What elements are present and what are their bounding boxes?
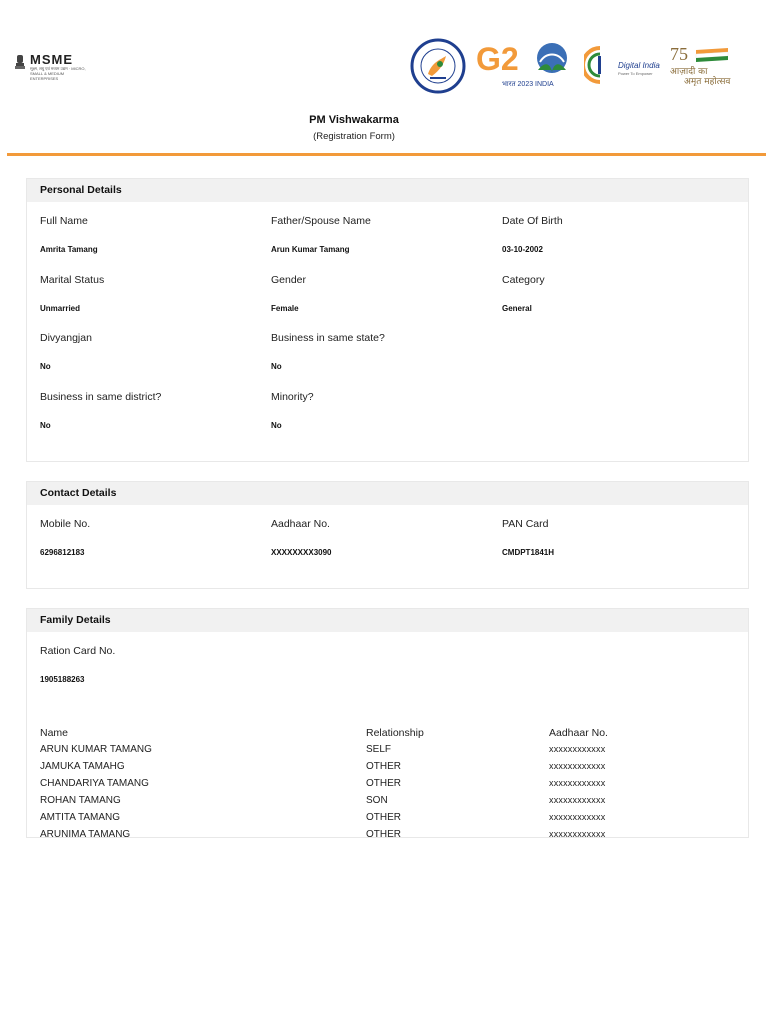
- azadi-amrit-mahotsav-logo-icon: [668, 42, 734, 86]
- member-aadhaar: xxxxxxxxxxxx: [549, 744, 606, 754]
- table-row: [40, 829, 740, 846]
- svg-text:75: 75: [670, 44, 688, 64]
- field-label: PAN Card: [502, 518, 549, 530]
- svg-text:आज़ादी का: आज़ादी का: [670, 67, 708, 77]
- section-heading: Family Details: [27, 609, 748, 632]
- field-category: [502, 274, 727, 313]
- member-relationship: SELF: [366, 744, 392, 755]
- field-value: Amrita Tamang: [40, 245, 98, 254]
- national-emblem-icon: [14, 53, 26, 71]
- member-name: ROHAN TAMANG: [40, 795, 121, 806]
- field-value: 1905188263: [40, 675, 85, 684]
- table-row: [40, 761, 740, 778]
- field-value: 6296812183: [40, 548, 85, 557]
- column-header-name: Name: [40, 727, 69, 739]
- personal-details-section: [26, 178, 749, 462]
- field-label: Marital Status: [40, 274, 105, 286]
- member-relationship: SON: [366, 795, 388, 806]
- document-subtitle: (Registration Form): [313, 131, 395, 142]
- member-name: JAMUKA TAMAHG: [40, 761, 125, 772]
- svg-text:Digital India: Digital India: [618, 61, 660, 70]
- table-row: [40, 795, 740, 812]
- header-divider: [7, 153, 766, 156]
- svg-text:भारत 2023 INDIA: भारत 2023 INDIA: [502, 81, 554, 88]
- section-heading: Personal Details: [27, 179, 748, 202]
- field-value: No: [40, 362, 51, 371]
- member-aadhaar: xxxxxxxxxxxx: [549, 761, 606, 771]
- msme-logo-subtext: सूक्ष्म, लघु एवं मध्यम उद्यम · MICRO, SMALL & MEDIUM ENTERPRISES: [30, 66, 86, 81]
- digital-india-logo-icon: [584, 44, 664, 86]
- field-minority: [271, 391, 496, 430]
- contact-details-section: [26, 481, 749, 589]
- field-value: Arun Kumar Tamang: [271, 245, 350, 254]
- vishwakarma-logo-icon: [410, 38, 466, 94]
- table-row: [40, 778, 740, 795]
- section-heading: Contact Details: [27, 482, 748, 505]
- field-business-same-district: [40, 391, 265, 430]
- svg-text:Power To Empower: Power To Empower: [618, 71, 653, 76]
- member-aadhaar: xxxxxxxxxxxx: [549, 829, 606, 839]
- column-header-relationship: Relationship: [366, 727, 424, 739]
- field-value: No: [271, 362, 282, 371]
- member-name: ARUN KUMAR TAMANG: [40, 744, 152, 755]
- table-row: [40, 812, 740, 829]
- field-label: Date Of Birth: [502, 215, 563, 227]
- field-ration-card-no: [40, 645, 265, 684]
- field-value: No: [271, 421, 282, 430]
- field-marital-status: [40, 274, 265, 313]
- member-relationship: OTHER: [366, 761, 401, 772]
- field-value: General: [502, 304, 532, 313]
- field-value: No: [40, 421, 51, 430]
- field-full-name: [40, 215, 265, 254]
- svg-text:G2: G2: [476, 41, 519, 77]
- svg-text:अमृत महोत्सव: अमृत महोत्सव: [684, 77, 731, 86]
- field-aadhaar-no: [271, 518, 496, 557]
- field-value: Unmarried: [40, 304, 81, 313]
- family-details-section: [26, 608, 749, 838]
- field-label: Business in same state?: [271, 332, 385, 344]
- field-mobile-no: [40, 518, 265, 557]
- field-label: Business in same district?: [40, 391, 162, 403]
- field-label: Father/Spouse Name: [271, 215, 371, 227]
- field-label: Ration Card No.: [40, 645, 116, 657]
- table-row: [40, 744, 740, 761]
- field-label: Full Name: [40, 215, 88, 227]
- field-value: 03-10-2002: [502, 245, 543, 254]
- field-value: CMDPT1841H: [502, 548, 555, 557]
- msme-logo-text: MSME: [30, 52, 73, 67]
- g20-logo-icon: [476, 40, 574, 90]
- member-name: ARUNIMA TAMANG: [40, 829, 131, 840]
- member-aadhaar: xxxxxxxxxxxx: [549, 812, 606, 822]
- member-relationship: OTHER: [366, 778, 401, 789]
- field-label: Aadhaar No.: [271, 518, 330, 530]
- field-label: Category: [502, 274, 545, 286]
- field-date-of-birth: [502, 215, 727, 254]
- column-header-aadhaar: Aadhaar No.: [549, 727, 608, 739]
- field-label: Mobile No.: [40, 518, 91, 530]
- member-name: AMTITA TAMANG: [40, 812, 121, 823]
- field-value: XXXXXXXX3090: [271, 548, 332, 557]
- member-name: CHANDARIYA TAMANG: [40, 778, 149, 789]
- table-header-row: [40, 727, 740, 744]
- field-business-same-state: [271, 332, 496, 371]
- field-divyangjan: [40, 332, 265, 371]
- field-father-spouse-name: [271, 215, 496, 254]
- field-value: Female: [271, 304, 299, 313]
- member-aadhaar: xxxxxxxxxxxx: [549, 778, 606, 788]
- member-aadhaar: xxxxxxxxxxxx: [549, 795, 606, 805]
- field-pan-card: [502, 518, 727, 557]
- member-relationship: OTHER: [366, 829, 401, 840]
- member-relationship: OTHER: [366, 812, 401, 823]
- field-label: Minority?: [271, 391, 314, 403]
- field-label: Gender: [271, 274, 307, 286]
- field-label: Divyangjan: [40, 332, 92, 344]
- document-title: PM Vishwakarma: [309, 114, 399, 126]
- page-header: [0, 0, 768, 160]
- field-gender: [271, 274, 496, 313]
- family-members-table: [40, 727, 740, 846]
